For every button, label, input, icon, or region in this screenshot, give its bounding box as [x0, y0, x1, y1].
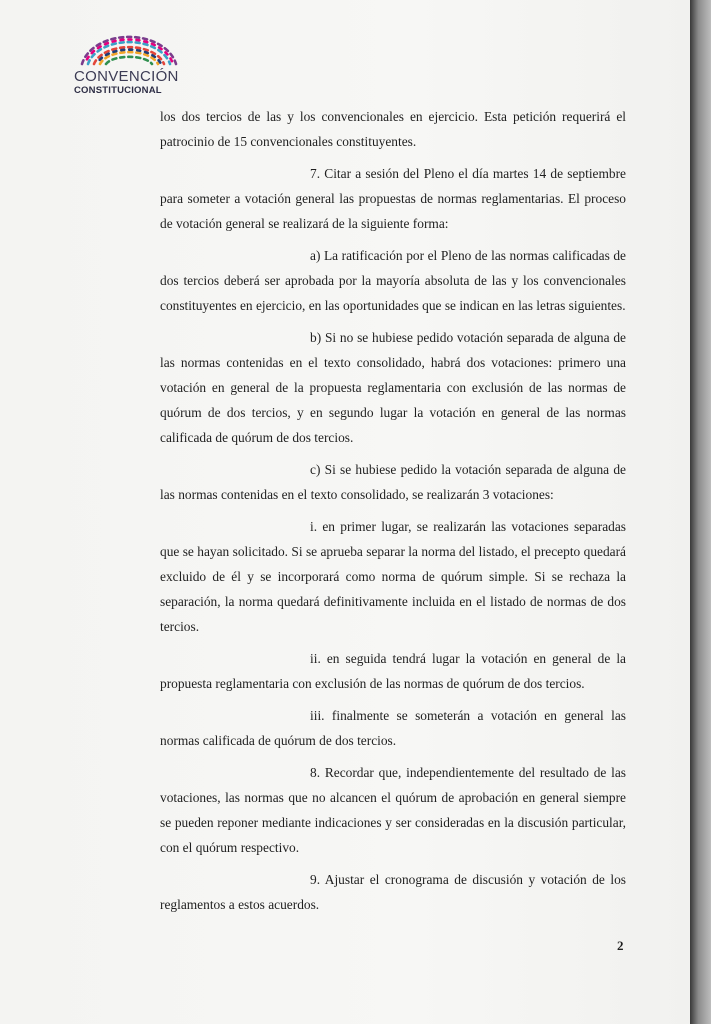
- paragraph-item-8: 8. Recordar que, independientemente del resultado de las votaciones, las normas que no alcancen el quórum de aprobación en general siempre se pueden reponer mediante indicaciones y ser consideradas en la discusión particular, con el quórum respectivo.: [160, 765, 626, 855]
- logo-arc-icon: [76, 24, 182, 68]
- paragraph-item-7: 7. Citar a sesión del Pleno el día martes 14 de septiembre para someter a votación general las propuestas de normas reglamentarias. El proceso de votación general se realizará de la siguiente forma:: [160, 166, 626, 231]
- paragraph-item-ii: ii. en seguida tendrá lugar la votación en general de la propuesta reglamentaria con exclusión de las normas de quórum de dos tercios.: [160, 651, 626, 691]
- convencion-logo: [72, 24, 184, 100]
- document-body: [160, 104, 626, 924]
- paragraph-item-i: i. en primer lugar, se realizarán las votaciones separadas que se hayan solicitado. Si se aprueba separar la norma del listado, el precepto quedará excluido de él y se incorporará como norma de quórum simple. Si se rechaza la separación, la norma quedará definitivamente incluida en el listado de normas de dos tercios.: [160, 519, 626, 634]
- logo-title: CONVENCIÓN: [74, 68, 179, 85]
- page-edge-shadow: [690, 0, 711, 1024]
- page-number: 2: [617, 938, 624, 953]
- paragraph-item-c: c) Si se hubiese pedido la votación separada de alguna de las normas contenidas en el texto consolidado, se realizarán 3 votaciones:: [160, 462, 626, 502]
- paragraph-item-b: b) Si no se hubiese pedido votación separada de alguna de las normas contenidas en el texto consolidado, habrá dos votaciones: primero una votación en general de la propuesta reglamentaria con exclusión de las normas de quórum de dos tercios, y en segundo lugar la votación en general de las normas calificada de quórum de dos tercios.: [160, 330, 626, 445]
- logo-subtitle: CONSTITUCIONAL: [74, 85, 162, 96]
- paragraph-item-9: 9. Ajustar el cronograma de discusión y votación de los reglamentos a estos acuerdos.: [160, 872, 626, 912]
- paragraph-continuation: los dos tercios de las y los convencionales en ejercicio. Esta petición requerirá el patrocinio de 15 convencionales constituyentes.: [160, 109, 626, 149]
- paragraph-item-a: a) La ratificación por el Pleno de las normas calificadas de dos tercios deberá ser aprobada por la mayoría absoluta de las y los convencionales constituyentes en ejercicio, en las oportunidades que se indican en las letras siguientes.: [160, 248, 626, 313]
- paragraph-item-iii: iii. finalmente se someterán a votación en general las normas calificada de quórum de dos tercios.: [160, 708, 626, 748]
